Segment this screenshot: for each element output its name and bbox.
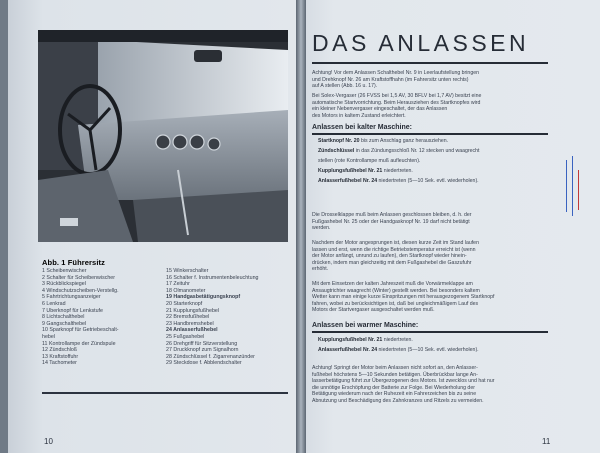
start-step bbox=[318, 138, 550, 145]
throttle-paragraph bbox=[312, 212, 552, 232]
text-line: ein kleiner Nebenvergaser eingeschaltet, der das Anlassen bbox=[312, 106, 448, 113]
page-number-right: 11 bbox=[542, 437, 551, 446]
start-step bbox=[318, 158, 550, 165]
legend-item: 20 Starterknopf bbox=[166, 300, 203, 307]
legend-item: 11 Kontrollampe der Zündspule bbox=[42, 340, 116, 347]
legend-item: 13 Kraftstoffuhr bbox=[42, 353, 79, 360]
page-number-left: 10 bbox=[44, 437, 53, 446]
legend-item: 27 Druckknopf zum Signalhorn bbox=[166, 347, 239, 354]
start-step bbox=[318, 337, 550, 344]
text-line: Abnutzung und Beschädigung des Zahnkranzes und Ritzels zu vermeiden. bbox=[312, 397, 484, 404]
step-label: Startknopf Nr. 20 bbox=[318, 138, 360, 144]
step-text: in das Zündungsschloß Nr. 12 stecken und waagrecht bbox=[354, 148, 480, 154]
winter-paragraph bbox=[312, 281, 552, 314]
text-line: erhöht. bbox=[312, 266, 329, 273]
text-line: Wetter kann man einige kurze Einspritzungen mit herausgezogenem Startknopf bbox=[312, 294, 495, 301]
text-line: und Drehknopf Nr. 26 am Kraftstoffhahn (im Fahrersitz unten rechts) bbox=[312, 76, 469, 83]
text-line: Fußgashebel Nr. 25 oder der Handgasknopf Nr. 19 darf nicht betätigt bbox=[312, 218, 470, 225]
text-line: Die Drosselklappe muß beim Anlassen geschlossen bleiben, d. h. der bbox=[312, 212, 472, 218]
book-spine bbox=[296, 0, 306, 453]
text-line: die unnötige Erschöpfung der Batterie zur Folge. Bei Wiederholung der bbox=[312, 384, 475, 391]
warm-start-heading: Anlassen bei warmer Maschine: bbox=[312, 322, 419, 329]
step-label: Zündschlüssel bbox=[318, 148, 355, 154]
legend-item: 8 Lichtschalthebel bbox=[42, 314, 85, 321]
legend-item: 7 Überknopf für Lenkstufe bbox=[42, 307, 103, 314]
legend-item: 22 Bremsfußhebel bbox=[166, 314, 210, 321]
legend-item: 24 Anlasserfußhebel bbox=[166, 327, 218, 334]
legend-column-1 bbox=[42, 268, 160, 367]
warm-start-rule bbox=[312, 331, 548, 333]
warning-paragraph bbox=[312, 365, 552, 405]
legend-item: 10 Sparknopf für Getriebeschalt- bbox=[42, 327, 119, 334]
text-line: auf A stellen (Abb. 16 u. 17). bbox=[312, 83, 378, 90]
step-text: bis zum Anschlag ganz herausziehen. bbox=[359, 138, 449, 144]
step-label: Anlasserfußhebel Nr. 24 bbox=[318, 178, 378, 184]
legend-item: 6 Lenkrad bbox=[42, 300, 66, 307]
legend-item: 1 Scheibenwischer bbox=[42, 268, 87, 274]
pencil-mark bbox=[578, 170, 579, 210]
text-line: drücken, indem man gleichzeitig mit dem Fußgashebel die Gaszufuhr bbox=[312, 259, 472, 266]
text-line: Ansaugtrichter waagrecht (Winter) gestellt werden. Bei besonders kaltem bbox=[312, 287, 480, 294]
legend-item: 26 Drehgriff für Sitzverstellung bbox=[166, 340, 238, 347]
legend-item: 23 Handbremshebel bbox=[166, 320, 214, 327]
legend-item: 3 Rückblickspiegel bbox=[42, 281, 86, 288]
legend-item: 2 Schalter für Scheibenwischer bbox=[42, 274, 116, 281]
text-line: lasserbetätigung führt zur Übergezogenen des Motors. Ist zwecklos und hat nur bbox=[312, 378, 495, 385]
text-line: der Motor anfängt, unrund zu laufen), den Startknopf wieder hinein- bbox=[312, 253, 467, 260]
legend-item: 14 Tachometer bbox=[42, 360, 77, 367]
text-line: Bei Solex-Vergaser (26 FVSS bei 1,5 AV, 30 BFLV bei 1,7 AV) besitzt eine bbox=[312, 93, 482, 99]
text-line: des Motors in kaltem Zustand erleichtert. bbox=[312, 112, 406, 119]
start-step bbox=[318, 347, 550, 354]
text-line: fahren, wobei zu berücksichtigen ist, daß bei ungleichmäßigem Lauf des bbox=[312, 300, 479, 307]
text-line: werden. bbox=[312, 225, 331, 232]
text-line: fußhebel höchstens 5—10 Sekunden betätigen. Überbrückbar lange An- bbox=[312, 371, 478, 378]
step-label: Kupplungsfußhebel Nr. 21 bbox=[318, 168, 383, 174]
legend-item: 21 Kupplungsfußhebel bbox=[166, 307, 220, 314]
legend-item: 25 Fußgashebel bbox=[166, 333, 205, 340]
text-line: Achtung! Vor dem Anlassen Schalthebel Nr. 9 in Leerlaufstellung bringen bbox=[312, 70, 479, 76]
legend-item: 12 Zündschloß bbox=[42, 347, 78, 354]
legend-item: 18 Ölmanometer bbox=[166, 287, 206, 294]
carburetor-paragraph bbox=[312, 93, 552, 119]
step-text: stellen (rote Kontrollampe muß aufleuchten). bbox=[318, 158, 421, 164]
step-label: Kupplungsfußhebel Nr. 21 bbox=[318, 337, 383, 343]
page-heading: DAS ANLASSEN bbox=[312, 30, 530, 56]
dashboard-photo-drawing bbox=[38, 30, 288, 242]
text-line: Mit dem Einsetzen der kalten Jahreszeit muß die Vorwärmeklappe am bbox=[312, 281, 473, 287]
legend-item: hebel bbox=[42, 333, 55, 340]
start-step bbox=[318, 168, 550, 175]
text-line: Motors der Startvergaser ausgeschaltet werden muß. bbox=[312, 307, 435, 314]
step-text: niedertreten. bbox=[382, 168, 413, 174]
cold-start-heading: Anlassen bei kalter Maschine: bbox=[312, 124, 412, 131]
legend-item: 5 Fahrtrichtungsanzeiger bbox=[42, 294, 101, 301]
step-text: niedertreten (5—10 Sek. evtl. wiederholen). bbox=[377, 178, 479, 184]
legend-item: 4 Windschutzscheiben-Verstellg. bbox=[42, 287, 119, 294]
legend-item: 29 Steckdose f. Abblendschalter bbox=[166, 360, 242, 367]
text-line: Achtung! Springt der Motor beim Anlassen nicht sofort an, den Anlasser- bbox=[312, 365, 478, 371]
start-step bbox=[318, 178, 550, 185]
heading-rule bbox=[312, 62, 548, 64]
left-bottom-rule bbox=[42, 392, 288, 394]
warmup-paragraph bbox=[312, 240, 552, 273]
step-label: Anlasserfußhebel Nr. 24 bbox=[318, 347, 378, 353]
text-line: automatische Startvorrichtung. Beim Herausziehen des Startknopfes wird bbox=[312, 99, 481, 106]
pencil-mark bbox=[572, 156, 573, 216]
step-text: niedertreten. bbox=[382, 337, 413, 343]
text-line: lassen und erst, wenn die richtige Betriebstemperatur erreicht ist (wenn bbox=[312, 246, 476, 253]
legend-column-2 bbox=[166, 268, 288, 367]
pencil-mark bbox=[566, 160, 567, 212]
legend-item: 9 Gangschalthebel bbox=[42, 320, 87, 327]
legend-item: 16 Schalter f. Instrumentenbeleuchtung bbox=[166, 274, 259, 281]
legend-item: 17 Zeituhr bbox=[166, 281, 190, 288]
step-text: niedertreten (5—10 Sek. evtl. wiederholen). bbox=[377, 347, 479, 353]
dashboard-photo bbox=[38, 30, 288, 242]
text-line: Nachdem der Motor angesprungen ist, diesen kurze Zeit im Stand laufen bbox=[312, 240, 479, 246]
text-line: Betätigung wiederum nach der Ruhezeit ein Fahrerzeichen bis zu seine bbox=[312, 391, 477, 398]
intro-paragraph bbox=[312, 70, 552, 90]
legend-item: 28 Zündschlüssel f. Zigarrenanzünder bbox=[166, 353, 255, 360]
cold-start-rule bbox=[312, 133, 548, 135]
legend-item: 15 Winkerschalter bbox=[166, 268, 209, 274]
legend-item: 19 Handgasbetätigungsknopf bbox=[166, 294, 241, 301]
start-step bbox=[318, 148, 550, 155]
figure-caption: Abb. 1 Führersitz bbox=[42, 258, 105, 267]
